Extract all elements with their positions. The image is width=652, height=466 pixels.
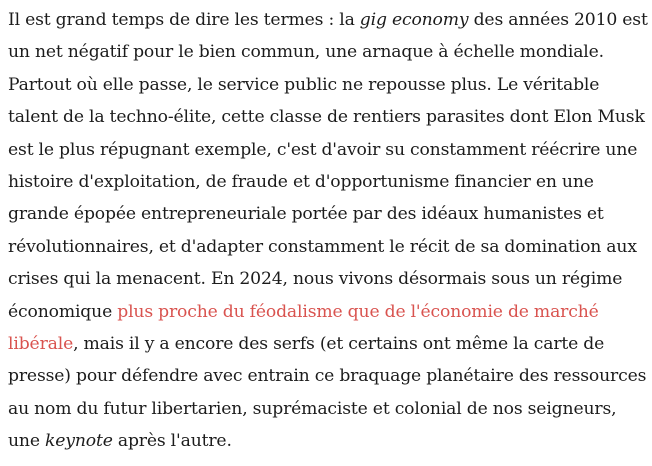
paragraph-text-3: , mais il y a encore des serfs (et certains ont même la carte de presse) pour défendre avec entrain ce braquage planétaire des ressources au nom du futur libertarien, suprémaciste et colonial de nos seigneurs, une bbox=[8, 334, 647, 452]
feudalism-link[interactable]: plus proche du féodalisme que de l'économie de marché libérale bbox=[8, 301, 599, 355]
paragraph-text-4: après l'autre. bbox=[112, 431, 232, 452]
article-paragraph bbox=[8, 4, 648, 458]
emphasis-keynote: keynote bbox=[44, 431, 113, 452]
paragraph-text-2: des années 2010 est un net négatif pour le bien commun, une arnaque à échelle mondiale. Partout où elle passe, le service public ne repousse plus. Le véritable talent de la techno-élite, cette classe de rentiers parasites dont Elon Musk est le plus répugnant exemple, c'est d'avoir su constamment réécrire une histoire d'exploitation, de fraude et d'opportunisme financier en une grande épopée entrepreneuriale portée par des idéaux humanistes et révolutionnaires, et d'adapter constamment le récit de sa domination aux crises qui la menacent. En 2024, nous vivons désormais sous un régime économique bbox=[8, 10, 648, 322]
emphasis-gig-economy: gig economy bbox=[359, 10, 469, 30]
paragraph-text-1: Il est grand temps de dire les termes : la bbox=[8, 10, 360, 30]
